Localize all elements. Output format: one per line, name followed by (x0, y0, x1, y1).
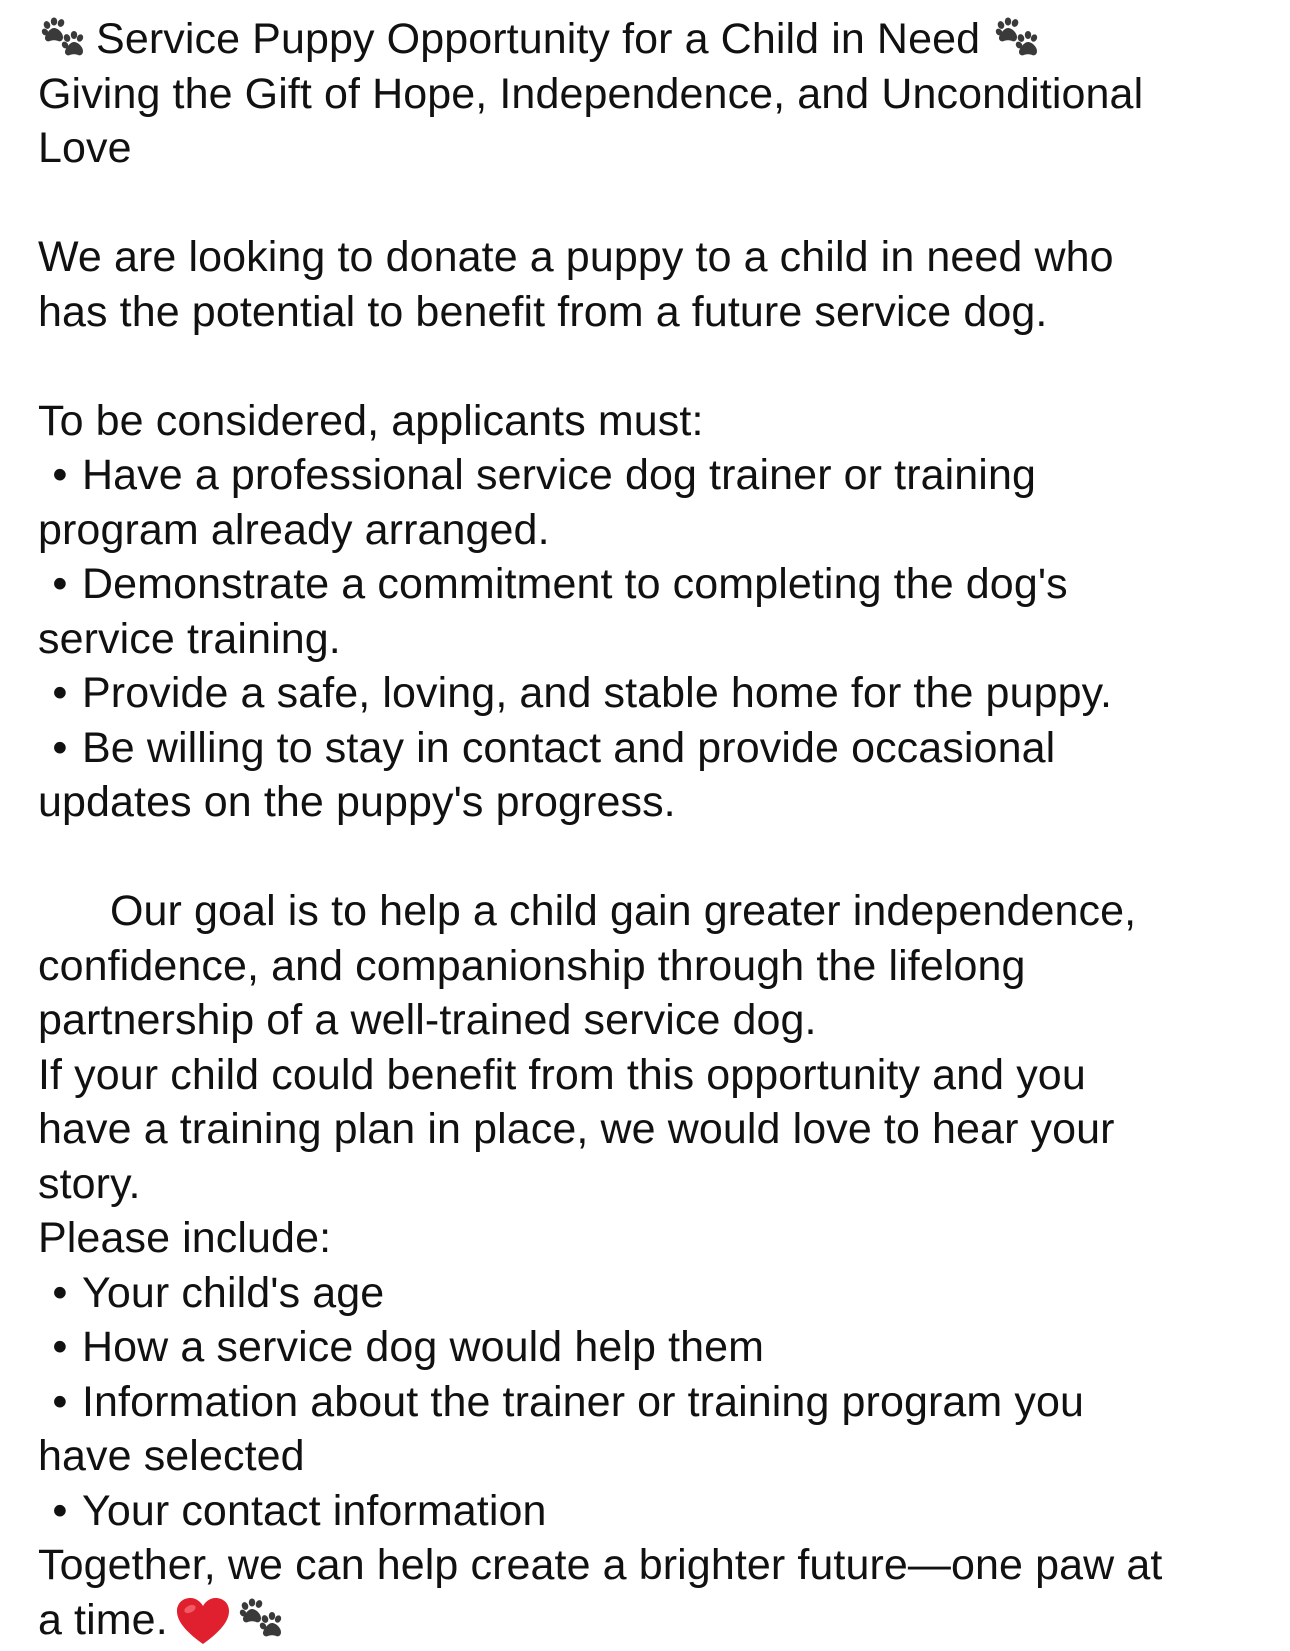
ask-line-1: If your child could benefit from this opportunity and you (38, 1050, 1086, 1099)
requirement-item (38, 448, 1268, 503)
include-text: Your contact information (82, 1486, 547, 1535)
bullet: • (52, 451, 68, 499)
ask-line-3: story. (38, 1159, 141, 1208)
subtitle-line-1: Giving the Gift of Hope, Independence, and Unconditional (38, 69, 1144, 118)
post-title: Service Puppy Opportunity for a Child in Need (96, 15, 981, 63)
include-text-cont: have selected (38, 1432, 305, 1480)
bullet: • (52, 1323, 68, 1371)
paw-prints-icon (992, 17, 1038, 57)
intro-line-2: has the potential to benefit from a future service dog. (38, 287, 1048, 336)
requirement-text: Have a professional service dog trainer or training (82, 451, 1036, 499)
requirement-text: Demonstrate a commitment to completing the dog's (82, 560, 1068, 608)
goal-line-3: partnership of a well-trained service dog. (38, 996, 817, 1044)
spacer (38, 339, 1268, 394)
post-body (38, 12, 1268, 1647)
ask-line-2: have a training plan in place, we would love to hear your (38, 1105, 1115, 1153)
requirement-text-cont: program already arranged. (38, 505, 550, 554)
red-heart-icon (176, 1598, 230, 1646)
spacer (38, 176, 1268, 231)
title-line (38, 12, 1268, 67)
spacer (38, 830, 1268, 885)
requirement-item (38, 666, 1268, 721)
include-item (38, 1375, 1268, 1430)
paw-prints-icon (236, 1598, 282, 1638)
include-item (38, 1320, 1268, 1375)
requirement-text-cont: updates on the puppy's progress. (38, 778, 676, 826)
intro-line-1: We are looking to donate a puppy to a child in need who (38, 233, 1114, 281)
include-item (38, 1266, 1268, 1321)
requirements-heading: To be considered, applicants must: (38, 396, 704, 445)
subtitle-line-2: Love (38, 124, 132, 172)
bullet: • (52, 723, 68, 772)
requirement-text-cont: service training. (38, 614, 341, 663)
requirement-item (38, 721, 1268, 776)
closing-text: a time. (38, 1595, 168, 1644)
goal-text: Our goal is to help a child gain greater independence, (110, 887, 1137, 935)
bullet: • (52, 1486, 68, 1535)
requirement-text: Be willing to stay in contact and provide occasional (82, 723, 1056, 772)
closing-line-2 (38, 1593, 1268, 1648)
include-text: Your child's age (82, 1268, 385, 1317)
include-text: How a service dog would help them (82, 1323, 765, 1371)
closing-line-1: Together, we can help create a brighter future—one paw at (38, 1541, 1163, 1589)
bullet: • (52, 1268, 68, 1317)
include-text: Information about the trainer or training program you (82, 1377, 1085, 1426)
requirement-text: Provide a safe, loving, and stable home for the puppy. (82, 669, 1113, 717)
bullet: • (52, 1377, 68, 1426)
bullet: • (52, 669, 68, 717)
paw-prints-icon (38, 17, 84, 57)
requirement-item (38, 557, 1268, 612)
include-heading: Please include: (38, 1214, 332, 1262)
goal-line-1 (38, 884, 1268, 939)
goal-line-2: confidence, and companionship through the lifelong (38, 941, 1026, 990)
include-item (38, 1484, 1268, 1539)
bullet: • (52, 560, 68, 608)
